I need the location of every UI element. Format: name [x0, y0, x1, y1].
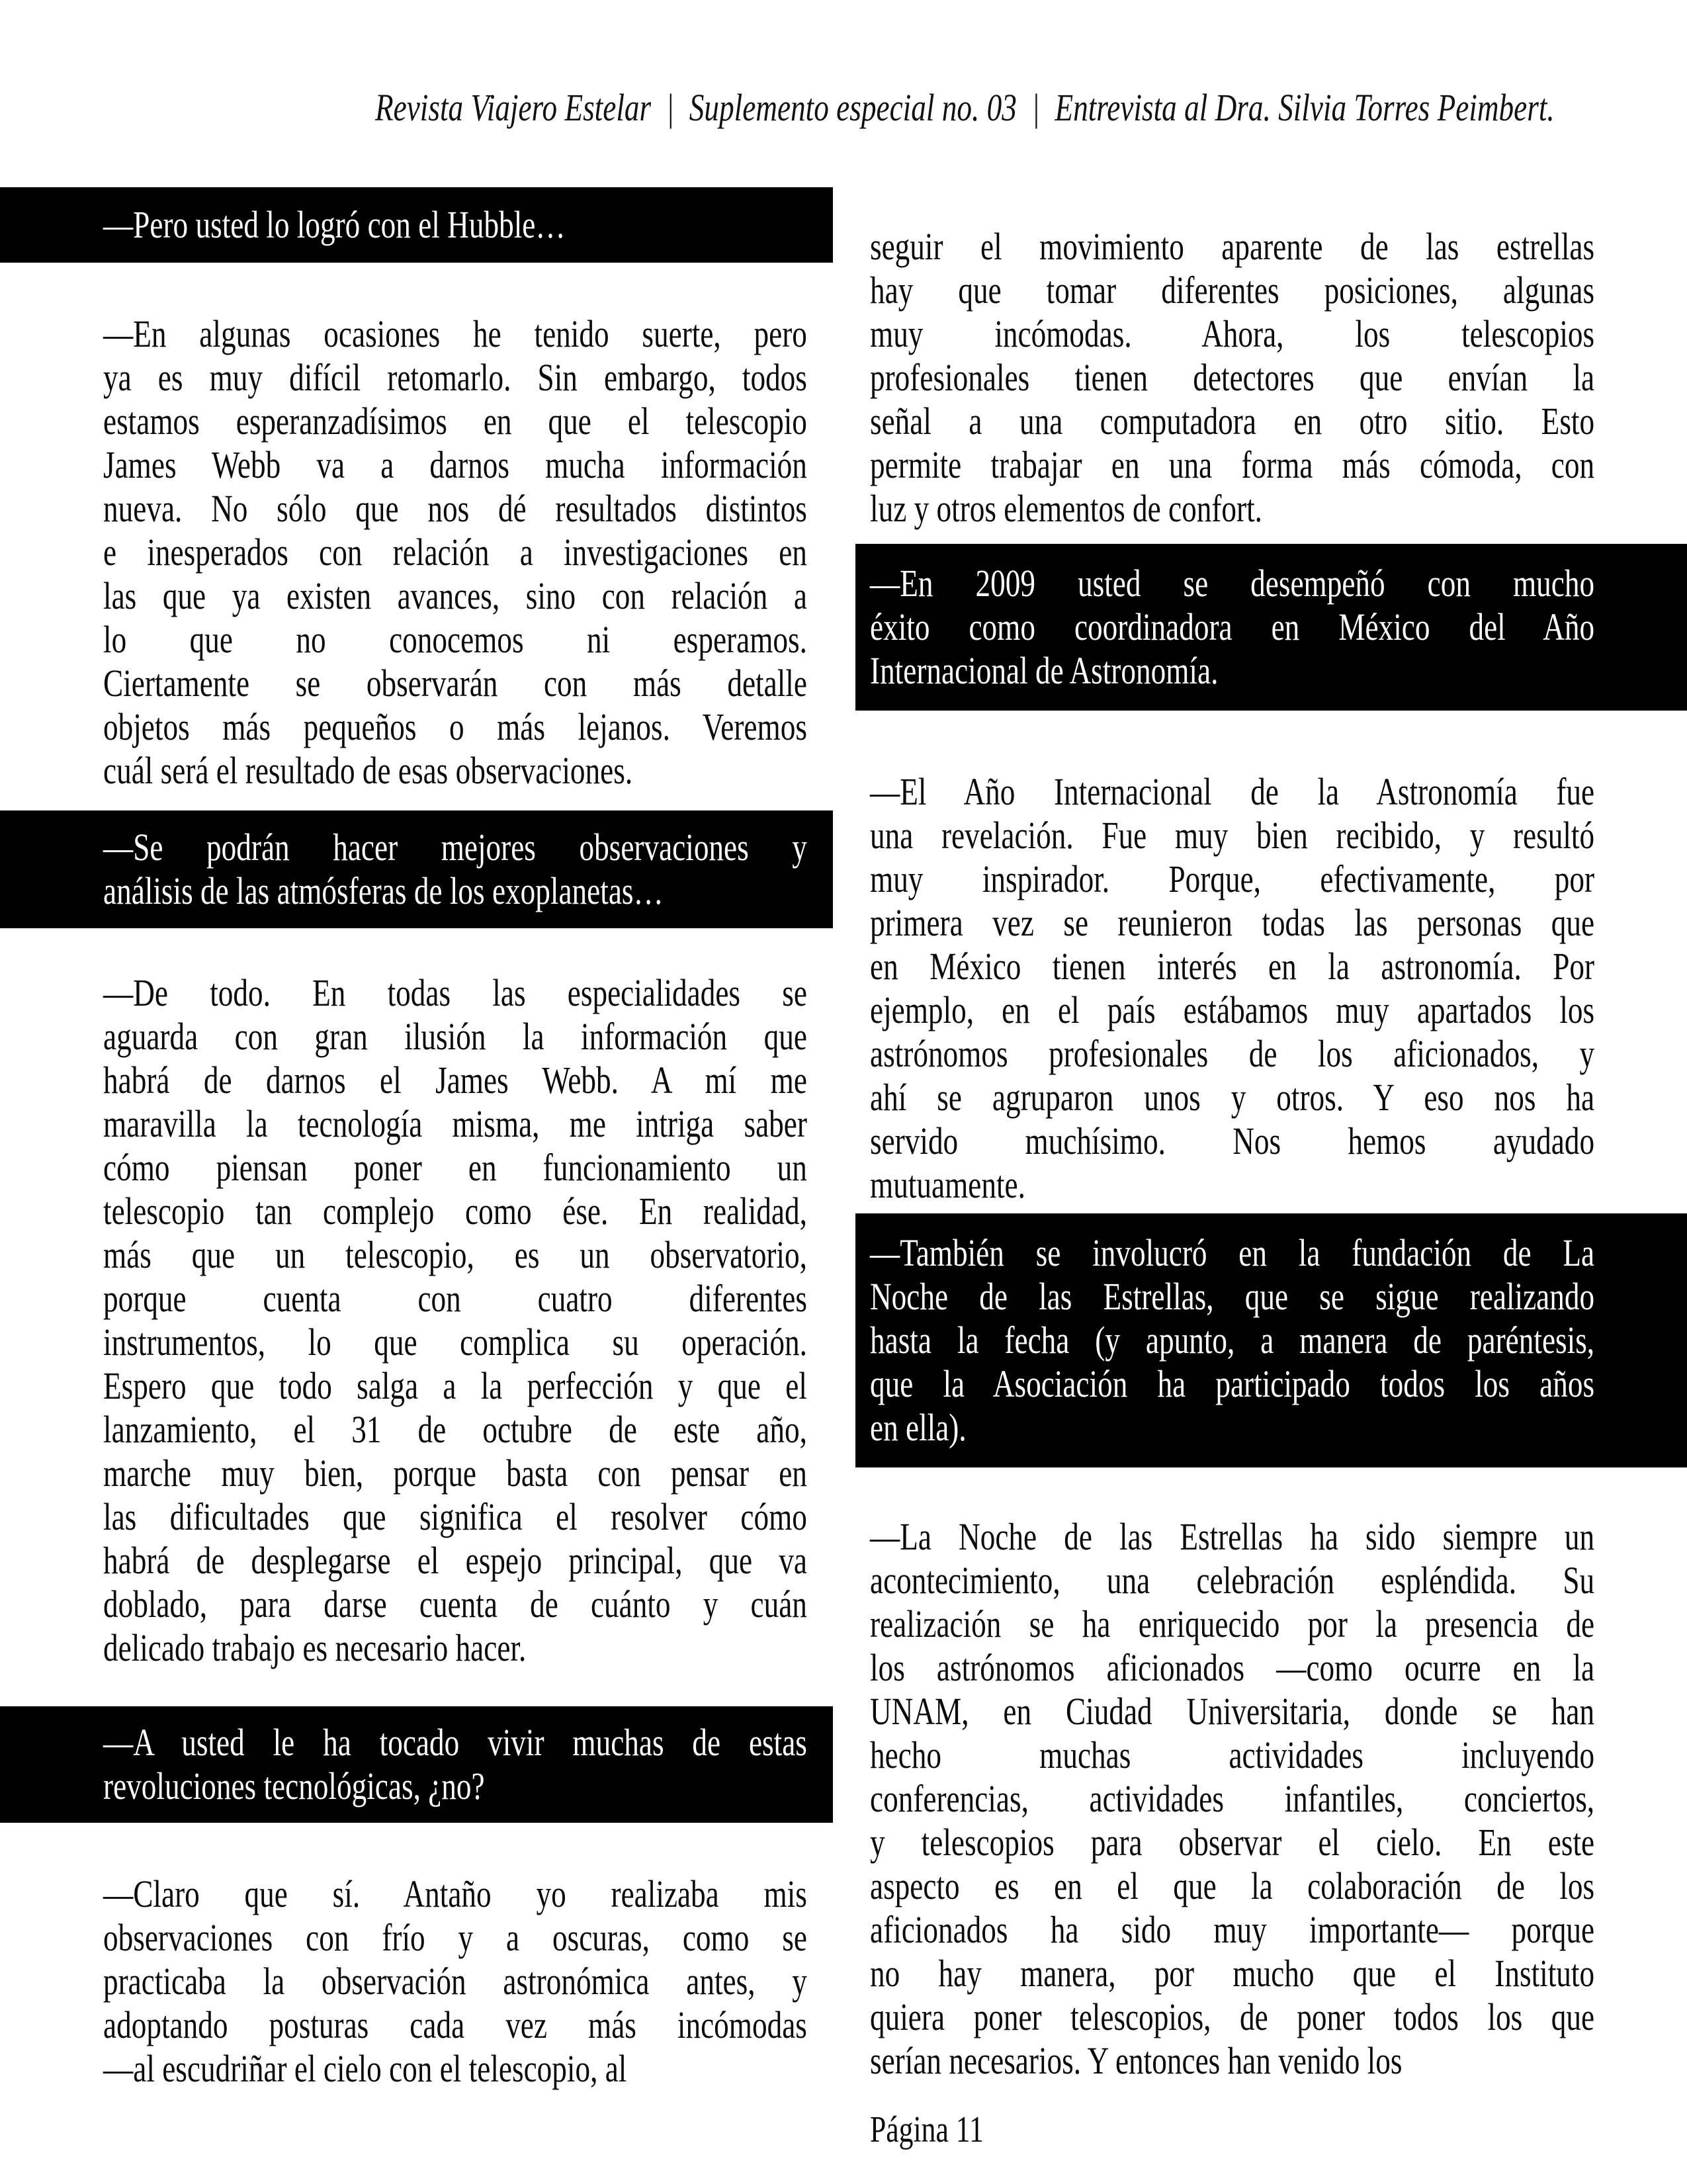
right-column: [855, 0, 1687, 2152]
page-header: Revista Viajero Estelar | Suplemento especial no. 03 | Entrevista al Dra. Silvia Torres Peimbert.: [375, 86, 1555, 129]
text-line: aguarda con gran ilusión la información que: [103, 1015, 807, 1058]
text-line: habrá de desplegarse el espejo principal, que va: [103, 1539, 807, 1582]
interview-question-block: [0, 810, 833, 928]
interview-question-block: [0, 187, 833, 263]
text-line: lanzamiento, el 31 de octubre de este año,: [103, 1408, 807, 1451]
text-line: primera vez se reunieron todas las personas que: [870, 901, 1595, 944]
text-line: luz y otros elementos de confort.: [870, 487, 1262, 530]
text-line: revoluciones tecnológicas, ¿no?: [103, 1765, 485, 1808]
text-line: seguir el movimiento aparente de las estrellas: [870, 225, 1595, 268]
text-line: muy inspirador. Porque, efectivamente, por: [870, 857, 1595, 900]
text-line: —También se involucró en la fundación de La: [870, 1231, 1595, 1274]
text-line: instrumentos, lo que complica su operación.: [103, 1321, 807, 1364]
text-line: —En algunas ocasiones he tenido suerte, pero: [103, 312, 807, 355]
text-line: las que ya existen avances, sino con relación a: [103, 574, 807, 617]
interview-question-block: [0, 1706, 833, 1823]
text-line: astrónomos profesionales de los aficionados, y: [870, 1032, 1595, 1075]
text-line: señal a una computadora en otro sitio. Esto: [870, 400, 1595, 443]
text-line: —al escudriñar el cielo con el telescopio, al: [103, 2047, 627, 2090]
text-line: en México tienen interés en la astronomía. Por: [870, 945, 1595, 988]
text-line: hecho muchas actividades incluyendo: [870, 1733, 1595, 1776]
text-line: análisis de las atmósferas de los exoplanetas…: [103, 869, 664, 912]
text-line: mutuamente.: [870, 1163, 1025, 1206]
left-column: [0, 0, 833, 2091]
text-line: doblado, para darse cuenta de cuánto y cuán: [103, 1583, 807, 1626]
text-line: éxito como coordinadora en México del Año: [870, 605, 1595, 648]
text-line: hasta la fecha (y apunto, a manera de paréntesis,: [870, 1319, 1595, 1362]
text-line: conferencias, actividades infantiles, conciertos,: [870, 1777, 1595, 1820]
text-line: maravilla la tecnología misma, me intriga saber: [103, 1102, 807, 1145]
text-line: las dificultades que significa el resolver cómo: [103, 1495, 807, 1538]
text-line: —Pero usted lo logró con el Hubble…: [103, 203, 566, 246]
text-line: practicaba la observación astronómica antes, y: [103, 1960, 807, 2003]
page-number-container: [870, 2108, 1687, 2152]
text-line: —La Noche de las Estrellas ha sido siempre un: [870, 1515, 1595, 1558]
text-line: objetos más pequeños o más lejanos. Veremos: [103, 705, 807, 748]
text-line: serían necesarios. Y entonces han venido los: [870, 2039, 1403, 2082]
text-line: —Se podrán hacer mejores observaciones y: [103, 826, 807, 869]
text-line: nueva. No sólo que nos dé resultados distintos: [103, 487, 807, 530]
text-line: telescopio tan complejo como ése. En realidad,: [103, 1190, 807, 1233]
text-line: en ella).: [870, 1406, 967, 1449]
text-line: que la Asociación ha participado todos los años: [870, 1362, 1595, 1405]
answer-paragraph: [870, 770, 1594, 1207]
text-line: Noche de las Estrellas, que se sigue realizando: [870, 1275, 1595, 1318]
text-line: permite trabajar en una forma más cómoda, con: [870, 443, 1595, 486]
text-line: —A usted le ha tocado vivir muchas de estas: [103, 1721, 807, 1764]
text-line: no hay manera, por mucho que el Instituto: [870, 1952, 1595, 1995]
text-line: ya es muy difícil retomarlo. Sin embargo, todos: [103, 356, 807, 399]
page-number: Página 11: [870, 2109, 984, 2150]
text-line: realización se ha enriquecido por la presencia de: [870, 1602, 1595, 1645]
text-line: James Webb va a darnos mucha información: [103, 443, 807, 486]
interview-question-block: [855, 1213, 1687, 1467]
text-line: ahí se agruparon unos y otros. Y eso nos ha: [870, 1076, 1595, 1119]
text-line: porque cuenta con cuatro diferentes: [103, 1277, 807, 1320]
text-line: y telescopios para observar el cielo. En este: [870, 1821, 1595, 1864]
text-line: Ciertamente se observarán con más detalle: [103, 662, 807, 705]
text-line: muy incómodas. Ahora, los telescopios: [870, 312, 1595, 355]
text-line: servido muchísimo. Nos hemos ayudado: [870, 1119, 1595, 1162]
answer-paragraph: [870, 1515, 1594, 2083]
text-line: —Claro que sí. Antaño yo realizaba mis: [103, 1872, 807, 1915]
text-line: —De todo. En todas las especialidades se: [103, 971, 807, 1014]
answer-paragraph: [103, 312, 807, 793]
text-line: ejemplo, en el país estábamos muy apartados los: [870, 988, 1595, 1031]
text-line: aficionados ha sido muy importante— porque: [870, 1908, 1595, 1951]
text-line: Internacional de Astronomía.: [870, 649, 1219, 692]
text-line: una revelación. Fue muy bien recibido, y resultó: [870, 814, 1595, 857]
text-line: observaciones con frío y a oscuras, como se: [103, 1916, 807, 1959]
text-line: Espero que todo salga a la perfección y que el: [103, 1364, 807, 1407]
text-line: delicado trabajo es necesario hacer.: [103, 1626, 527, 1669]
answer-paragraph: [870, 225, 1594, 531]
text-line: acontecimiento, una celebración espléndida. Su: [870, 1559, 1595, 1602]
text-line: e inesperados con relación a investigaciones en: [103, 531, 807, 574]
text-line: hay que tomar diferentes posiciones, algunas: [870, 269, 1595, 312]
text-line: —En 2009 usted se desempeñó con mucho: [870, 562, 1595, 605]
text-line: lo que no conocemos ni esperamos.: [103, 618, 807, 661]
answer-paragraph: [103, 971, 807, 1670]
text-line: cómo piensan poner en funcionamiento un: [103, 1146, 807, 1189]
text-line: —El Año Internacional de la Astronomía fue: [870, 770, 1595, 813]
text-line: estamos esperanzadísimos en que el telescopio: [103, 400, 807, 443]
text-line: más que un telescopio, es un observatorio,: [103, 1233, 807, 1276]
text-line: marche muy bien, porque basta con pensar en: [103, 1452, 807, 1495]
answer-paragraph: [103, 1872, 807, 2091]
text-line: UNAM, en Ciudad Universitaria, donde se han: [870, 1690, 1595, 1733]
interview-question-block: [855, 544, 1687, 711]
text-line: cuál será el resultado de esas observaciones.: [103, 749, 633, 792]
text-line: adoptando posturas cada vez más incómodas: [103, 2003, 807, 2046]
text-line: habrá de darnos el James Webb. A mí me: [103, 1059, 807, 1102]
text-line: quiera poner telescopios, de poner todos los que: [870, 1995, 1595, 2038]
text-line: aspecto es en el que la colaboración de los: [870, 1864, 1595, 1907]
text-line: los astrónomos aficionados —como ocurre en la: [870, 1646, 1595, 1689]
text-line: profesionales tienen detectores que envían la: [870, 356, 1595, 399]
